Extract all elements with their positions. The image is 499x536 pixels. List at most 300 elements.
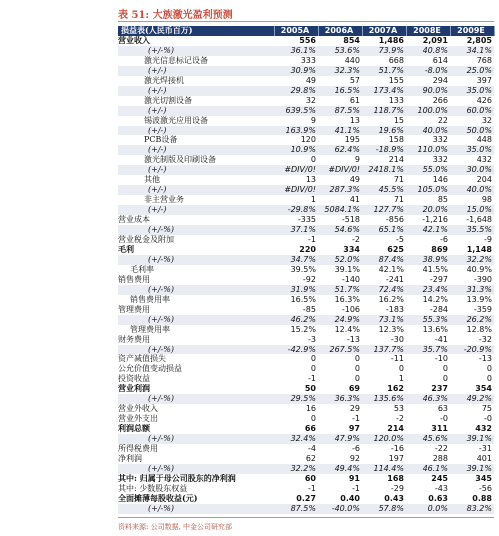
value-cell: 16.5% (290, 294, 316, 304)
table-body (118, 36, 494, 514)
value-cell: -4 (308, 444, 316, 454)
value-cell: 0.27 (296, 493, 316, 503)
table-row (118, 295, 494, 305)
value-cell: 245 (431, 473, 448, 483)
value-cell: 15 (393, 115, 404, 125)
value-cell: 32 (305, 95, 316, 105)
value-cell: 45.5% (362, 185, 406, 195)
value-cell: 36.1% (274, 46, 318, 56)
value-cell: 12.4% (334, 324, 360, 334)
value-cell: 72.4% (362, 285, 406, 295)
value-cell: -29.8% (274, 205, 318, 215)
value-cell: 46.1% (406, 464, 450, 474)
value-cell: -92 (302, 274, 316, 284)
value-cell: 854 (343, 35, 360, 45)
value-cell: 1,486 (378, 35, 404, 45)
header-cell-2008e: 2008E (406, 26, 450, 36)
value-cell: -42.9% (274, 345, 318, 355)
table-row (118, 116, 494, 126)
value-cell: 19.6% (362, 126, 406, 136)
row-label: 销售费用 (118, 274, 150, 284)
value-cell: -10 (434, 354, 448, 364)
row-label: 全面摊薄每股收益(元) (118, 493, 198, 503)
header-cell-2006a: 2006A (318, 26, 362, 36)
table-row (118, 335, 494, 345)
table-row (118, 195, 494, 205)
value-cell: 22 (437, 115, 448, 125)
table-row (118, 444, 494, 454)
value-cell: 50.0% (450, 126, 494, 136)
value-cell: 87.4% (362, 255, 406, 265)
growth-row (118, 66, 494, 76)
value-cell: 432 (476, 155, 492, 165)
growth-row (118, 106, 494, 116)
value-cell: 75 (481, 404, 492, 414)
value-cell: #DIV/0! (274, 165, 318, 175)
value-cell: 448 (476, 135, 492, 145)
row-label: (+/-%) (118, 464, 274, 474)
value-cell: 61 (349, 95, 360, 105)
value-cell: 12.3% (378, 324, 404, 334)
value-cell: 34.7% (274, 255, 318, 265)
value-cell: 50 (304, 384, 316, 394)
growth-row (118, 225, 494, 235)
value-cell: 13.6% (422, 324, 448, 334)
value-cell: 32.3% (318, 66, 362, 76)
value-cell: 614 (432, 55, 448, 65)
value-cell: 53.6% (318, 46, 362, 56)
growth-row (118, 504, 494, 514)
value-cell: -297 (429, 274, 448, 284)
value-cell: -1 (308, 235, 316, 245)
value-cell: 162 (387, 384, 404, 394)
growth-row (118, 255, 494, 265)
row-label: 管理费用率 (130, 324, 170, 334)
value-cell: 85 (437, 195, 448, 205)
value-cell: 14.2% (422, 294, 448, 304)
row-label: 非主营业务 (144, 195, 184, 205)
growth-row (118, 165, 494, 175)
value-cell: 0.88 (472, 493, 492, 503)
row-label: (+/-) (118, 66, 274, 76)
row-label: 管理费用 (118, 304, 150, 314)
growth-row (118, 46, 494, 56)
row-label: (+/-%) (118, 345, 274, 355)
value-cell: 51.7% (318, 285, 362, 295)
value-cell: -11 (390, 354, 404, 364)
row-label: (+/-%) (118, 394, 274, 404)
value-cell: -31 (478, 444, 492, 454)
value-cell: -20.9% (450, 345, 494, 355)
table-row (118, 325, 494, 335)
value-cell: -518 (341, 215, 360, 225)
table-row (118, 135, 494, 145)
row-label: (+/-) (118, 126, 274, 136)
value-cell: 0.0% (406, 504, 450, 514)
value-cell: 401 (476, 453, 492, 463)
value-cell: -1 (308, 483, 316, 493)
value-cell: 15.0% (450, 205, 494, 215)
value-cell: 354 (475, 384, 492, 394)
value-cell: 214 (387, 424, 404, 434)
value-cell: 110.0% (406, 145, 450, 155)
value-cell: 0 (310, 414, 316, 424)
value-cell: -335 (297, 215, 316, 225)
table-row (118, 354, 494, 364)
source-note: 资料来源: 公司数据, 中金公司研究部 (118, 523, 233, 531)
value-cell: 40.9% (466, 264, 492, 274)
row-label: (+/-) (118, 185, 274, 195)
growth-row (118, 86, 494, 96)
bottom-rule (118, 517, 494, 518)
row-label: 毛利率 (130, 264, 154, 274)
table-row (118, 215, 494, 225)
row-label: PCB设备 (144, 135, 178, 145)
value-cell: 768 (476, 55, 492, 65)
row-label: 激光制版及印刷设备 (144, 155, 216, 165)
value-cell: 34.1% (450, 46, 494, 56)
value-cell: -6 (440, 235, 448, 245)
value-cell: #DIV/0! (318, 165, 362, 175)
value-cell: 869 (431, 244, 448, 254)
value-cell: 195 (344, 135, 360, 145)
row-label: (+/-) (118, 205, 274, 215)
value-cell: 0 (486, 374, 492, 384)
value-cell: 63 (437, 404, 448, 414)
value-cell: 29.5% (274, 394, 318, 404)
value-cell: 55.3% (406, 315, 450, 325)
value-cell: 60.0% (450, 106, 494, 116)
value-cell: -30 (390, 334, 404, 344)
growth-row (118, 434, 494, 444)
growth-row (118, 345, 494, 355)
header-cell-2005a: 2005A (274, 26, 318, 36)
value-cell: 73.1% (362, 315, 406, 325)
value-cell: 23.4% (406, 285, 450, 295)
table-row (118, 96, 494, 106)
growth-row (118, 315, 494, 325)
value-cell: 54.6% (318, 225, 362, 235)
value-cell: 91 (348, 473, 360, 483)
value-cell: 639.5% (274, 106, 318, 116)
value-cell: -284 (429, 304, 448, 314)
value-cell: -106 (341, 304, 360, 314)
value-cell: -41 (434, 334, 448, 344)
value-cell: 120 (300, 135, 316, 145)
value-cell: -0 (484, 414, 492, 424)
row-label: 营业利润 (118, 384, 150, 394)
row-label: (+/-%) (118, 255, 274, 265)
value-cell: -13 (346, 334, 360, 344)
value-cell: 32 (481, 115, 492, 125)
value-cell: 87.5% (318, 106, 362, 116)
value-cell: -5 (396, 235, 404, 245)
value-cell: -1 (352, 414, 360, 424)
earnings-forecast-table (118, 26, 495, 514)
value-cell: 32.4% (274, 434, 318, 444)
value-cell: 13.9% (466, 294, 492, 304)
value-cell: 39.1% (334, 264, 360, 274)
value-cell: 120.0% (362, 434, 406, 444)
value-cell: 345 (475, 473, 492, 483)
header-cell-2007a: 2007A (362, 26, 406, 36)
value-cell: 87.5% (274, 504, 318, 514)
value-cell: 97 (348, 424, 360, 434)
row-label: (+/-%) (118, 434, 274, 444)
row-label: 毛利 (118, 244, 134, 254)
value-cell: 158 (388, 135, 404, 145)
table-row (118, 175, 494, 185)
value-cell: 24.9% (318, 315, 362, 325)
row-label: 营业外收入 (118, 404, 158, 414)
value-cell: 38.9% (406, 255, 450, 265)
value-cell: 45.6% (406, 434, 450, 444)
value-cell: 133 (388, 95, 404, 105)
value-cell: -6 (352, 444, 360, 454)
value-cell: #DIV/0! (274, 185, 318, 195)
value-cell: 46.2% (274, 315, 318, 325)
value-cell: 0 (486, 364, 492, 374)
row-label: 销售费用率 (130, 294, 170, 304)
value-cell: 155 (388, 75, 404, 85)
value-cell: 25.0% (450, 66, 494, 76)
table-row (118, 305, 494, 315)
value-cell: 294 (432, 75, 448, 85)
value-cell: 127.7% (362, 205, 406, 215)
value-cell: 90.0% (406, 86, 450, 96)
table-row (118, 424, 494, 434)
value-cell: 287.3% (318, 185, 362, 195)
row-label: (+/-%) (118, 504, 274, 514)
value-cell: 397 (476, 75, 492, 85)
value-cell: -85 (302, 304, 316, 314)
value-cell: -8.0% (406, 66, 450, 76)
value-cell: 98 (481, 195, 492, 205)
value-cell: 13 (305, 175, 316, 185)
value-cell: 1 (398, 374, 404, 384)
row-label: 利润总额 (118, 424, 150, 434)
row-label: 营业成本 (118, 215, 150, 225)
value-cell: 10.9% (274, 145, 318, 155)
value-cell: 37.1% (274, 225, 318, 235)
growth-row (118, 394, 494, 404)
value-cell: 197 (388, 453, 404, 463)
table-row (118, 76, 494, 86)
row-label: 净利润 (118, 453, 142, 463)
row-label: 公允价值变动损益 (118, 364, 182, 374)
value-cell: -390 (473, 274, 492, 284)
value-cell: 35.0% (450, 145, 494, 155)
value-cell: 556 (299, 35, 316, 45)
value-cell: 51.7% (362, 66, 406, 76)
value-cell: 26.2% (450, 315, 494, 325)
value-cell: 49.4% (318, 464, 362, 474)
row-label: 锡波激光应用设备 (144, 115, 208, 125)
value-cell: 83.2% (450, 504, 494, 514)
value-cell: 31.9% (274, 285, 318, 295)
value-cell: 426 (476, 95, 492, 105)
value-cell: 35.7% (406, 345, 450, 355)
value-cell: 2,805 (466, 35, 492, 45)
value-cell: 57.8% (362, 504, 406, 514)
value-cell: 0 (442, 374, 448, 384)
value-cell: 39.1% (450, 464, 494, 474)
row-label: 资产减值损失 (118, 354, 166, 364)
value-cell: -16 (390, 444, 404, 454)
table-row (118, 454, 494, 464)
table-row (118, 374, 494, 384)
row-label: (+/-) (118, 165, 274, 175)
value-cell: 214 (388, 155, 404, 165)
row-label: 其他 (144, 175, 160, 185)
table-row (118, 245, 494, 255)
header-cell-2009e: 2009E (450, 26, 494, 36)
value-cell: 266 (432, 95, 448, 105)
value-cell: 114.4% (362, 464, 406, 474)
table-row (118, 36, 494, 46)
value-cell: 163.9% (274, 126, 318, 136)
value-cell: 288 (432, 453, 448, 463)
value-cell: 334 (343, 244, 360, 254)
growth-row (118, 285, 494, 295)
value-cell: 49.2% (450, 394, 494, 404)
value-cell: 30.0% (450, 165, 494, 175)
value-cell: 42.1% (406, 225, 450, 235)
value-cell: 47.9% (318, 434, 362, 444)
row-label: 其中: 少数股东权益 (118, 483, 188, 493)
value-cell: 57 (349, 75, 360, 85)
value-cell: -32 (478, 334, 492, 344)
value-cell: 66 (304, 424, 316, 434)
value-cell: 29 (349, 404, 360, 414)
value-cell: 12.8% (466, 324, 492, 334)
value-cell: -13 (478, 354, 492, 364)
value-cell: 311 (431, 424, 448, 434)
value-cell: -1,216 (422, 215, 448, 225)
value-cell: 625 (387, 244, 404, 254)
row-label: 营业收入 (118, 35, 150, 45)
value-cell: 71 (393, 195, 404, 205)
row-label: 激光切割设备 (144, 95, 192, 105)
table-row (118, 414, 494, 424)
value-cell: -40.0% (318, 504, 362, 514)
table-row (118, 494, 494, 504)
value-cell: 32.2% (450, 255, 494, 265)
value-cell: 0.63 (428, 493, 448, 503)
value-cell: -3 (308, 334, 316, 344)
value-cell: 40.8% (406, 46, 450, 56)
value-cell: 31.3% (450, 285, 494, 295)
table-row (118, 56, 494, 66)
value-cell: 137.7% (362, 345, 406, 355)
value-cell: 69 (348, 384, 360, 394)
value-cell: 332 (432, 155, 448, 165)
table-row (118, 235, 494, 245)
value-cell: 42.1% (378, 264, 404, 274)
value-cell: -856 (385, 215, 404, 225)
table-row (118, 265, 494, 275)
row-label: 其中: 归属于母公司股东的净利润 (118, 473, 236, 483)
value-cell: 9 (354, 155, 360, 165)
row-label: 营业税金及附加 (118, 235, 174, 245)
row-label: 营业外支出 (118, 414, 158, 424)
value-cell: 2418.1% (362, 165, 406, 175)
value-cell: 60 (304, 473, 316, 483)
value-cell: -1 (352, 483, 360, 493)
row-label: (+/-%) (118, 315, 274, 325)
table-row (118, 404, 494, 414)
table-row (118, 484, 494, 494)
row-label: (+/-) (118, 106, 274, 116)
value-cell: -140 (341, 274, 360, 284)
table-row (118, 275, 494, 285)
value-cell: 204 (476, 175, 492, 185)
value-cell: 0 (354, 374, 360, 384)
value-cell: 1 (310, 195, 316, 205)
value-cell: 52.0% (318, 255, 362, 265)
value-cell: 432 (475, 424, 492, 434)
value-cell: 41.5% (422, 264, 448, 274)
value-cell: 92 (349, 453, 360, 463)
row-label: 激光焊接机 (144, 75, 184, 85)
row-label: (+/-) (118, 86, 274, 96)
value-cell: 62.4% (318, 145, 362, 155)
value-cell: 5084.1% (318, 205, 362, 215)
value-cell: 32.2% (274, 464, 318, 474)
value-cell: 1,148 (466, 244, 492, 254)
table-row (118, 364, 494, 374)
value-cell: 35.0% (450, 86, 494, 96)
value-cell: 20.0% (406, 205, 450, 215)
value-cell: 2,091 (422, 35, 448, 45)
value-cell: -359 (473, 304, 492, 314)
growth-row (118, 205, 494, 215)
value-cell: 9 (310, 115, 316, 125)
value-cell: 73.9% (362, 46, 406, 56)
value-cell: 46.3% (406, 394, 450, 404)
value-cell: -183 (385, 304, 404, 314)
table-row (118, 155, 494, 165)
header-cell-label: 损益表(人民币百万) (118, 26, 274, 36)
value-cell: -0 (440, 414, 448, 424)
growth-row (118, 185, 494, 195)
value-cell: 267.5% (318, 345, 362, 355)
value-cell: 0 (310, 354, 316, 364)
value-cell: 40.0% (406, 126, 450, 136)
growth-row (118, 145, 494, 155)
value-cell: -241 (385, 274, 404, 284)
value-cell: 333 (300, 55, 316, 65)
value-cell: 237 (431, 384, 448, 394)
value-cell: -9 (484, 235, 492, 245)
value-cell: 0 (310, 364, 316, 374)
value-cell: 62 (305, 453, 316, 463)
value-cell: 105.0% (406, 185, 450, 195)
row-label: (+/-%) (118, 285, 274, 295)
value-cell: -29 (390, 483, 404, 493)
row-label: (+/-%) (118, 46, 274, 56)
value-cell: -1,648 (466, 215, 492, 225)
row-label: 投资收益 (118, 374, 150, 384)
value-cell: 0.40 (340, 493, 360, 503)
value-cell: 41.1% (318, 126, 362, 136)
value-cell: 16 (305, 404, 316, 414)
row-label: 财务费用 (118, 334, 150, 344)
table-caption: 表 51: 大族激光盈利预测 (118, 10, 233, 21)
value-cell: 16.2% (378, 294, 404, 304)
value-cell: -56 (478, 483, 492, 493)
growth-row (118, 126, 494, 136)
